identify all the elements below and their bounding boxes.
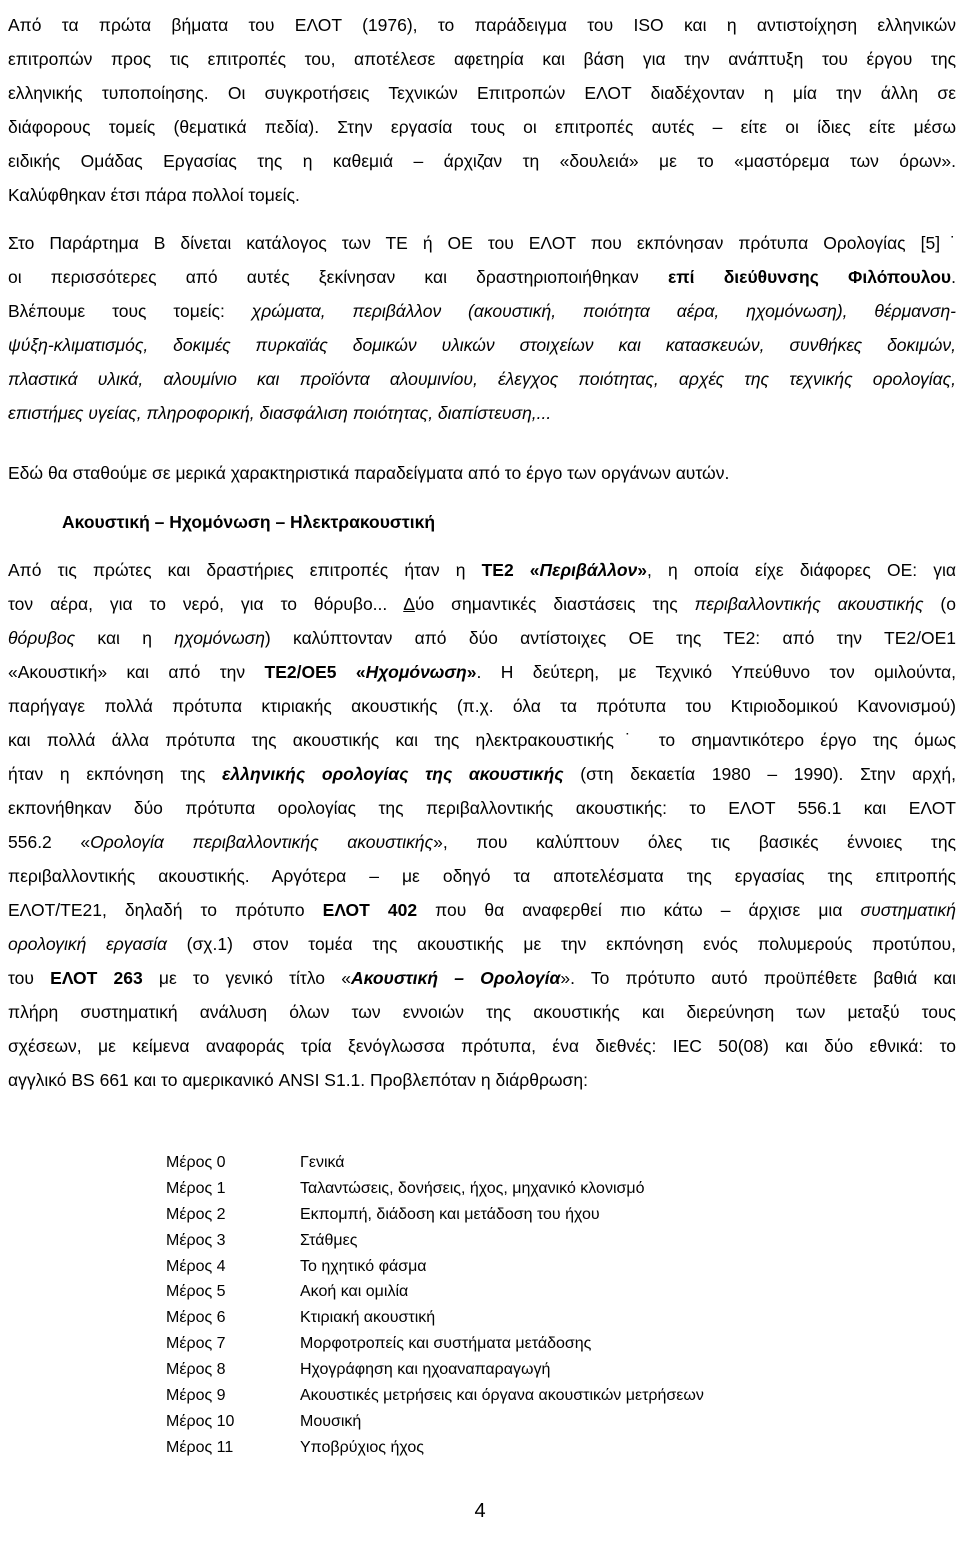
parts-list-item xyxy=(166,1228,704,1254)
part-title: Ακουστικές μετρήσεις και όργανα ακουστικών μετρήσεων xyxy=(300,1387,704,1405)
text-line: ελληνικής τυποποίησης. Οι συγκροτήσεις Τεχνικών Επιτροπών ΕΛΟΤ διαδέχονταν η μία την άλλη σε xyxy=(8,83,956,103)
part-number: Μέρος 5 xyxy=(166,1283,226,1301)
part-title: Ταλαντώσεις, δονήσεις, ήχος, μηχανικό κλονισμό xyxy=(300,1179,645,1197)
part-title: Το ηχητικό φάσμα xyxy=(300,1257,427,1275)
parts-list-item xyxy=(166,1409,704,1435)
part-title: Υποβρύχιος ήχος xyxy=(300,1438,424,1456)
part-title: Κτιριακή ακουστική xyxy=(300,1309,436,1327)
text-line: επιτροπών προς τις επιτροπές του, αποτέλεσε αφετηρία και βάση για την ανάπτυξη του έργου της xyxy=(8,49,956,69)
parts-list xyxy=(166,1150,704,1461)
part-title: Ηχογράφηση και ηχοαναπαραγωγή xyxy=(300,1361,551,1379)
part-title: Ακοή και ομιλία xyxy=(300,1283,409,1301)
paragraph-acoustics xyxy=(8,553,956,1097)
part-number: Μέρος 1 xyxy=(166,1179,226,1197)
text-line: 556.2 «Ορολογία περιβαλλοντικής ακουστικής», που καλύπτουν όλες τις βασικές έννοιες της xyxy=(8,832,956,852)
text-line: οι περισσότερες από αυτές ξεκίνησαν και δραστηριοποιήθηκαν επί διεύθυνσης Φιλόπουλου. xyxy=(8,267,956,287)
text-line: Βλέπουμε τους τομείς: χρώματα, περιβάλλον (ακουστική, ποιότητα αέρα, ηχομόνωση), θέρμανση- xyxy=(8,301,956,321)
part-number: Μέρος 7 xyxy=(166,1335,226,1353)
page-number: 4 xyxy=(474,1500,486,1522)
text-line: διάφορους τομείς (θεματικά πεδία). Στην εργασία τους οι επιτροπές αυτές – είτε οι ίδιες είτε μέσω xyxy=(8,117,956,137)
part-number: Μέρος 4 xyxy=(166,1257,226,1275)
part-number: Μέρος 2 xyxy=(166,1205,226,1223)
text-line: παρήγαγε πολλά πρότυπα κτιριακής ακουστικής (π.χ. όλα τα πρότυπα του Κτιριοδομικού Κανονισμού) xyxy=(8,696,956,716)
part-number: Μέρος 0 xyxy=(166,1154,226,1171)
text-line: ΕΛΟΤ/ΤΕ21, δηλαδή το πρότυπο ΕΛΟΤ 402 που θα αναφερθεί πιο κάτω – άρχισε μια συστηματική xyxy=(8,900,956,920)
parts-list-item xyxy=(166,1254,704,1280)
text-line: ήταν η εκπόνηση της ελληνικής ορολογίας της ακουστικής (στη δεκαετία 1980 – 1990). Στην αρχή, xyxy=(8,764,956,784)
section-heading: Ακουστική – Ηχομόνωση – Ηλεκτρακουστική xyxy=(62,512,436,532)
part-number: Μέρος 11 xyxy=(166,1438,234,1456)
text-line: ειδικής Ομάδας Εργασίας της η καθεμιά – άρχιζαν τη «δουλειά» με το «μαστόρεμα των όρων». xyxy=(8,151,956,171)
text-line: επιστήμες υγείας, πληροφορική, διασφάλιση ποιότητας, διαπίστευση,... xyxy=(8,403,552,423)
parts-list-item xyxy=(166,1176,704,1202)
parts-list-item xyxy=(166,1331,704,1357)
parts-list-item xyxy=(166,1279,704,1305)
parts-list-item xyxy=(166,1435,704,1461)
text-line: Από τις πρώτες και δραστήριες επιτροπές ήταν η ΤΕ2 «Περιβάλλον», η οποία είχε διάφορες ΟΕ: για xyxy=(8,560,956,580)
text-line: πλαστικά υλικά, αλουμίνιο και προϊόντα αλουμινίου, έλεγχος ποιότητας, αρχές της τεχνικής ορολογίας, xyxy=(8,369,956,389)
part-number: Μέρος 3 xyxy=(166,1231,226,1249)
text-line: και πολλά άλλα πρότυπα της ακουστικής και της ηλεκτρακουστικής˙ το σημαντικότερο έργο της όμως xyxy=(8,730,956,750)
part-title: Μορφοτροπείς και συστήματα μετάδοσης xyxy=(300,1335,592,1353)
text-line: θόρυβος και η ηχομόνωση) καλύπτονταν από δύο αντίστοιχες ΟΕ της ΤΕ2: από την ΤΕ2/ΟΕ1 xyxy=(8,628,956,648)
text-line: του ΕΛΟΤ 263 με το γενικό τίτλο «Ακουστική – Ορολογία». Το πρότυπο αυτό προϋπέθετε βαθιά και xyxy=(8,968,956,988)
parts-list-item xyxy=(166,1357,704,1383)
text-line: ορολογική εργασία (σχ.1) στον τομέα της ακουστικής με την εκπόνηση ενός πολυμερούς προτύπου, xyxy=(8,934,956,954)
text-line: σχέσεων, με κείμενα αναφοράς τρία ξενόγλωσσα πρότυπα, ένα διεθνές: IEC 50(08) και δύο εθνικά: το xyxy=(8,1036,956,1056)
paragraph-intro xyxy=(8,8,956,212)
text-line: «Ακουστική» και από την ΤΕ2/ΟΕ5 «Ηχομόνωση». Η δεύτερη, με Τεχνικό Υπεύθυνο τον ομιλούντα, xyxy=(8,662,956,682)
parts-list-item xyxy=(166,1150,704,1176)
part-number: Μέρος 10 xyxy=(166,1412,235,1430)
paragraph-focus xyxy=(8,456,956,490)
parts-list-item xyxy=(166,1202,704,1228)
text-line: Εδώ θα σταθούμε σε μερικά χαρακτηριστικά παραδείγματα από το έργο των οργάνων αυτών. xyxy=(8,463,730,483)
part-number: Μέρος 6 xyxy=(166,1309,226,1327)
part-title: Μουσική xyxy=(300,1412,362,1430)
part-title: Στάθμες xyxy=(300,1231,358,1249)
text-line: εκπονήθηκαν δύο πρότυπα ορολογίας της περιβαλλοντικής ακουστικής: το ΕΛΟΤ 556.1 και ΕΛΟΤ xyxy=(8,798,956,818)
part-title: Εκπομπή, διάδοση και μετάδοση του ήχου xyxy=(300,1205,600,1223)
part-number: Μέρος 8 xyxy=(166,1361,226,1379)
paragraph-annex xyxy=(8,226,956,430)
part-title: Γενικά xyxy=(300,1154,345,1171)
text-line: τον αέρα, για το νερό, για το θόρυβο... Δύο σημαντικές διαστάσεις της περιβαλλοντικής ακουστικής (ο xyxy=(8,594,956,614)
text-line: αγγλικό BS 661 και το αμερικανικό ANSI S1.1. Προβλεπόταν η διάρθρωση: xyxy=(8,1070,588,1090)
parts-list-item xyxy=(166,1305,704,1331)
text-line: Από τα πρώτα βήματα του ΕΛΟΤ (1976), το παράδειγμα του ISO και η αντιστοίχηση ελληνικών xyxy=(8,15,956,35)
text-line: Στο Παράρτημα Β δίνεται κατάλογος των ΤΕ ή ΟΕ του ΕΛΟΤ που εκπόνησαν πρότυπα Ορολογίας [5]˙ xyxy=(8,233,956,253)
part-number: Μέρος 9 xyxy=(166,1387,226,1405)
text-line: περιβαλλοντικής ακουστικής. Αργότερα – με οδηγό τα αποτελέσματα της εργασίας της επιτροπής xyxy=(8,866,956,886)
text-line: ψύξη-κλιματισμός, δοκιμές πυρκαϊάς δομικών υλικών στοιχείων και κατασκευών, συνθήκες δοκιμών, xyxy=(8,335,956,355)
parts-list-item xyxy=(166,1383,704,1409)
text-line: πλήρη συστηματική ανάλυση όλων των εννοιών της ακουστικής και διερεύνηση των μεταξύ τους xyxy=(8,1002,956,1022)
text-line: Καλύφθηκαν έτσι πάρα πολλοί τομείς. xyxy=(8,185,300,205)
